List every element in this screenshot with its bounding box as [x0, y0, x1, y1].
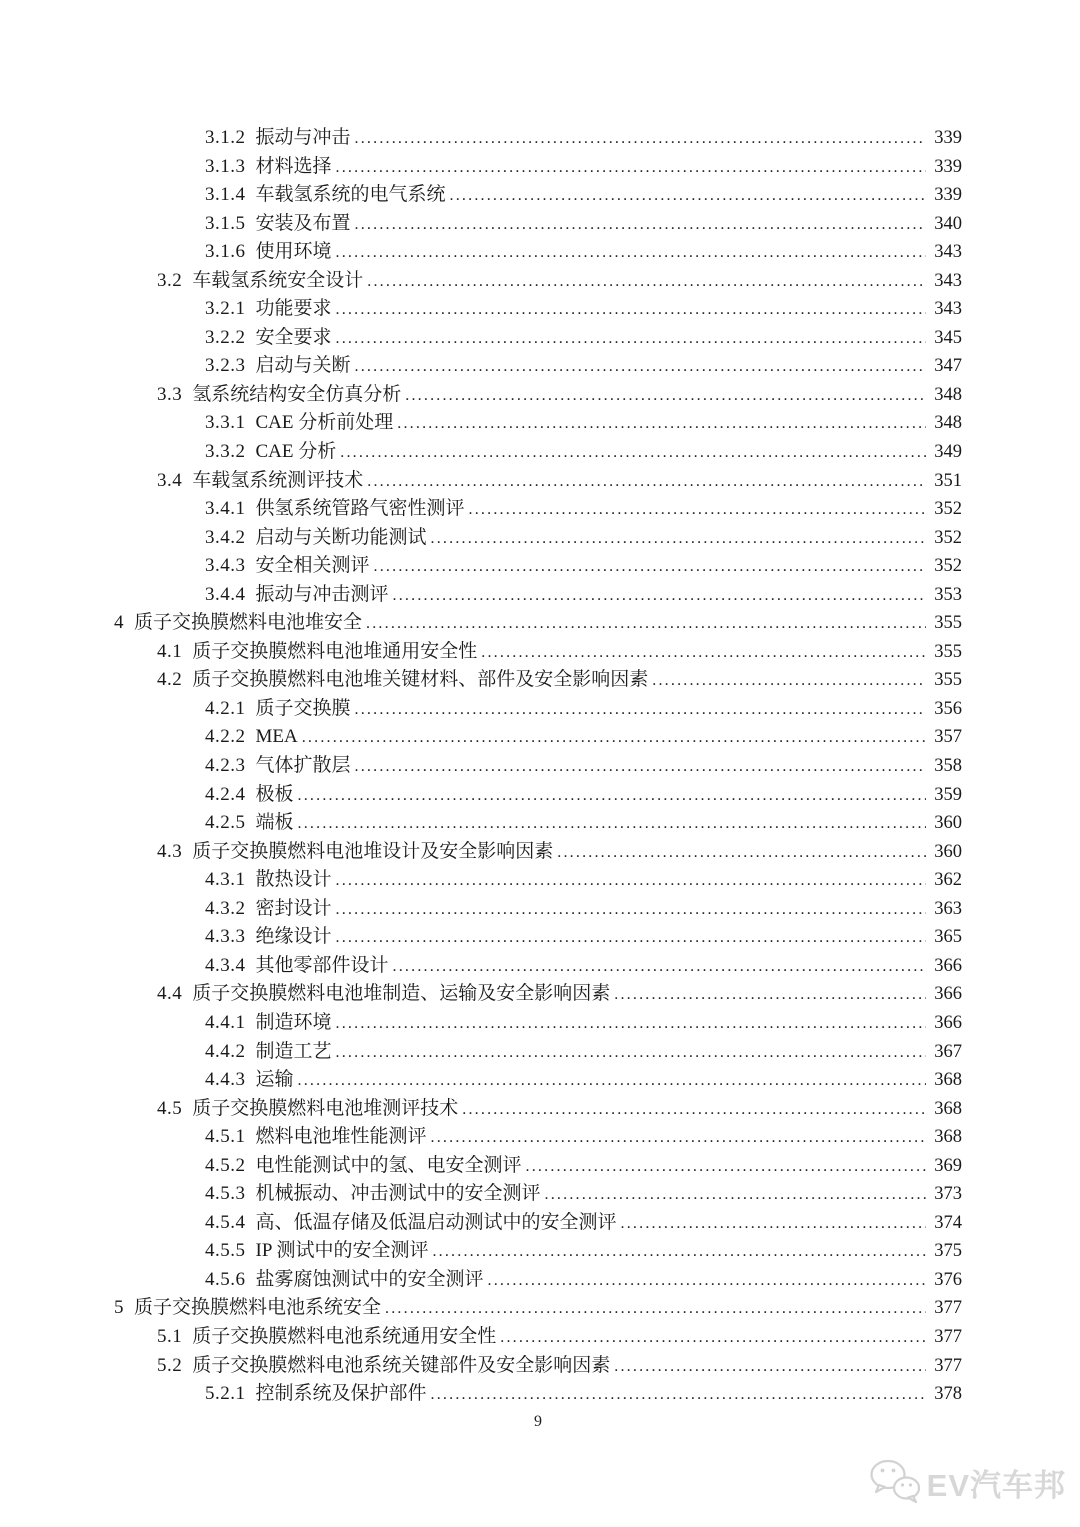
toc-leader-dots	[367, 467, 926, 497]
toc-entry-title: 启动与关断	[255, 355, 351, 377]
toc-entry	[114, 409, 962, 438]
toc-entry	[114, 552, 962, 581]
toc-entry-page: 351	[934, 470, 962, 491]
toc-leader-dots	[355, 124, 926, 154]
toc-entry-page: 367	[934, 1041, 962, 1062]
toc-entry	[114, 1352, 962, 1381]
toc-entry-page: 375	[934, 1241, 962, 1262]
toc-entry-title: MEA	[255, 726, 298, 748]
toc-leader-dots	[432, 1237, 926, 1267]
toc-entry	[114, 467, 962, 496]
toc-entry-number: 4.2.5	[205, 812, 246, 834]
toc-entry	[114, 838, 962, 867]
toc-entry-page: 353	[934, 584, 962, 605]
toc-entry	[114, 324, 962, 353]
toc-entry	[114, 895, 962, 924]
toc-entry-page: 365	[934, 927, 962, 948]
toc-entry	[114, 1123, 962, 1152]
toc-entry-title: 燃料电池堆性能测评	[255, 1126, 427, 1148]
toc-entry	[114, 1380, 962, 1409]
toc-entry-title: 机械振动、冲击测试中的安全测评	[255, 1183, 541, 1205]
toc-entry-number: 4.3.1	[205, 869, 246, 891]
toc-leader-dots	[336, 238, 926, 268]
toc-entry-number: 4.3.4	[205, 954, 246, 976]
toc-entry-page: 356	[934, 698, 962, 719]
toc-entry-page: 377	[934, 1355, 962, 1376]
toc-entry-number: 3.2	[157, 269, 183, 291]
toc-entry-number: 5	[114, 1297, 124, 1319]
wechat-icon	[869, 1459, 921, 1505]
toc-entry-number: 4.5.1	[205, 1126, 246, 1148]
toc-leader-dots	[340, 438, 926, 468]
toc-leader-dots	[431, 1123, 926, 1153]
toc-entry	[114, 980, 962, 1009]
toc-entry-title: 质子交换膜燃料电池堆安全	[134, 612, 363, 634]
toc-entry-title: 质子交换膜燃料电池堆设计及安全影响因素	[192, 840, 554, 862]
toc-entry-page: 352	[934, 499, 962, 520]
toc-leader-dots	[393, 581, 926, 611]
toc-entry-page: 340	[934, 213, 962, 234]
toc-entry-page: 366	[934, 1012, 962, 1033]
toc-entry-number: 4.1	[157, 640, 183, 662]
toc-entry	[114, 952, 962, 981]
toc-entry	[114, 1066, 962, 1095]
toc-entry-page: 339	[934, 128, 962, 148]
toc-entry-page: 377	[934, 1326, 962, 1347]
toc-entry-title: 端板	[255, 812, 294, 834]
toc-entry	[114, 781, 962, 810]
toc-entry-title: 盐雾腐蚀测试中的安全测评	[255, 1268, 484, 1290]
toc-entry	[114, 1009, 962, 1038]
toc-entry-title: IP 测试中的安全测评	[255, 1240, 429, 1262]
toc-entry-number: 4.5.4	[205, 1211, 246, 1233]
toc-leader-dots	[336, 324, 926, 354]
toc-leader-dots	[462, 1095, 926, 1125]
toc-entry-number: 3.4.1	[205, 498, 246, 520]
toc-entry-page: 378	[934, 1384, 962, 1405]
toc-entry-title: 制造工艺	[255, 1040, 332, 1062]
toc-entry-number: 4.3	[157, 840, 183, 862]
toc-entry	[114, 295, 962, 324]
toc-leader-dots	[431, 1380, 926, 1410]
toc-entry-title: 质子交换膜燃料电池堆通用安全性	[192, 640, 478, 662]
toc-entry	[114, 181, 962, 210]
toc-entry	[114, 1180, 962, 1209]
toc-entry-page: 358	[934, 756, 962, 777]
toc-list	[114, 124, 962, 1409]
watermark-text: EV汽车邦	[926, 1467, 1066, 1503]
toc-entry-page: 368	[934, 1127, 962, 1148]
toc-leader-dots	[336, 895, 926, 925]
toc-leader-dots	[298, 1066, 926, 1096]
toc-leader-dots	[614, 980, 926, 1010]
toc-entry-number: 3.1.5	[205, 212, 246, 234]
toc-entry-title: 车载氢系统测评技术	[192, 469, 364, 491]
toc-entry	[114, 638, 962, 667]
toc-entry-number: 4.2.2	[205, 726, 246, 748]
toc-entry	[114, 267, 962, 296]
toc-entry-title: 运输	[255, 1069, 294, 1091]
toc-entry-page: 352	[934, 527, 962, 548]
toc-entry	[114, 1038, 962, 1067]
toc-entry	[114, 609, 962, 638]
toc-entry-title: 振动与冲击	[255, 127, 351, 148]
toc-entry-number: 4.3.3	[205, 926, 246, 948]
toc-entry-number: 3.4.2	[205, 526, 246, 548]
toc-entry	[114, 210, 962, 239]
toc-leader-dots	[355, 752, 926, 782]
toc-entry-number: 3.4.3	[205, 555, 246, 577]
toc-leader-dots	[366, 609, 926, 639]
toc-entry	[114, 438, 962, 467]
toc-leader-dots	[336, 923, 926, 953]
toc-entry-number: 3.1.3	[205, 155, 246, 177]
toc-entry-number: 5.2	[157, 1354, 183, 1376]
toc-entry-number: 4.4.2	[205, 1040, 246, 1062]
toc-entry-title: 质子交换膜燃料电池堆测评技术	[192, 1097, 459, 1119]
toc-entry	[114, 666, 962, 695]
toc-entry-title: 振动与冲击测评	[255, 583, 389, 605]
toc-entry	[114, 381, 962, 410]
toc-entry-title: 质子交换膜燃料电池堆制造、运输及安全影响因素	[192, 983, 611, 1005]
toc-entry	[114, 581, 962, 610]
toc-entry-title: CAE 分析前处理	[255, 412, 394, 434]
toc-entry-page: 369	[934, 1155, 962, 1176]
toc-entry	[114, 809, 962, 838]
toc-entry-title: 功能要求	[255, 298, 332, 320]
toc-entry-title: 供氢系统管路气密性测评	[255, 498, 465, 520]
toc-entry-title: 控制系统及保护部件	[255, 1383, 427, 1405]
toc-leader-dots	[355, 210, 926, 240]
toc-entry-title: 安全相关测评	[255, 555, 370, 577]
toc-entry-title: 氢系统结构安全仿真分析	[192, 383, 402, 405]
toc-entry-title: 质子交换膜燃料电池系统安全	[134, 1297, 382, 1319]
toc-entry-page: 360	[934, 813, 962, 834]
toc-entry-number: 4.5.3	[205, 1183, 246, 1205]
toc-entry-page: 355	[934, 613, 962, 634]
toc-entry-number: 4.5.2	[205, 1154, 246, 1176]
toc-entry	[114, 238, 962, 267]
toc-entry-title: 车载氢系统的电气系统	[255, 184, 446, 206]
toc-leader-dots	[385, 1294, 926, 1324]
toc-entry	[114, 866, 962, 895]
toc-entry-number: 4.5.6	[205, 1268, 246, 1290]
toc-leader-dots	[481, 638, 926, 668]
toc-leader-dots	[374, 552, 926, 582]
toc-entry-page: 343	[934, 242, 962, 263]
page-number: 9	[534, 1413, 542, 1430]
toc-entry-page: 366	[934, 955, 962, 976]
toc-leader-dots	[302, 723, 926, 753]
toc-entry	[114, 695, 962, 724]
toc-entry	[114, 1266, 962, 1295]
toc-entry-number: 4.4.1	[205, 1011, 246, 1033]
toc-entry-title: 质子交换膜燃料电池系统关键部件及安全影响因素	[192, 1354, 611, 1376]
toc-entry-title: 启动与关断功能测试	[255, 526, 427, 548]
toc-entry-page: 355	[934, 670, 962, 691]
toc-leader-dots	[545, 1180, 926, 1210]
toc-entry-title: 密封设计	[255, 897, 332, 919]
toc-leader-dots	[336, 1038, 926, 1068]
toc-entry-number: 3.2.2	[205, 326, 246, 348]
toc-entry-number: 4.2.4	[205, 783, 246, 805]
toc-entry-number: 4	[114, 612, 124, 634]
toc-entry-title: 散热设计	[255, 869, 332, 891]
toc-entry	[114, 124, 962, 153]
toc-entry-page: 363	[934, 898, 962, 919]
toc-leader-dots	[405, 381, 926, 411]
toc-leader-dots	[500, 1323, 926, 1353]
toc-entry-number: 4.2.1	[205, 697, 246, 719]
toc-entry-number: 5.2.1	[205, 1383, 246, 1405]
toc-leader-dots	[526, 1152, 926, 1182]
toc-entry-page: 357	[934, 727, 962, 748]
toc-entry-page: 352	[934, 556, 962, 577]
toc-entry-number: 3.3.1	[205, 412, 246, 434]
toc-entry	[114, 1095, 962, 1124]
toc-entry	[114, 153, 962, 182]
toc-entry-number: 3.4	[157, 469, 183, 491]
toc-entry	[114, 752, 962, 781]
toc-entry-number: 3.2.1	[205, 298, 246, 320]
toc-entry-number: 3.1.4	[205, 184, 246, 206]
toc-entry	[114, 524, 962, 553]
toc-entry-number: 3.1.6	[205, 241, 246, 263]
toc-entry-number: 4.5	[157, 1097, 183, 1119]
toc-leader-dots	[397, 409, 926, 439]
toc-entry-title: 质子交换膜燃料电池堆关键材料、部件及安全影响因素	[192, 669, 649, 691]
toc-entry-title: 安装及布置	[255, 212, 351, 234]
toc-leader-dots	[355, 695, 926, 725]
toc-entry	[114, 1237, 962, 1266]
toc-entry-number: 4.2	[157, 669, 183, 691]
toc-entry-page: 359	[934, 784, 962, 805]
toc-entry-title: 安全要求	[255, 326, 332, 348]
toc-entry-page: 362	[934, 870, 962, 891]
toc-leader-dots	[652, 666, 926, 696]
toc-entry-page: 373	[934, 1184, 962, 1205]
toc-entry-title: 材料选择	[255, 155, 332, 177]
toc-entry-title: CAE 分析	[255, 441, 337, 463]
toc-leader-dots	[298, 781, 926, 811]
toc-leader-dots	[450, 181, 926, 211]
toc-entry-number: 3.3	[157, 383, 183, 405]
toc-entry-title: 气体扩散层	[255, 755, 351, 777]
toc-entry-title: 质子交换膜	[255, 697, 351, 719]
toc-leader-dots	[431, 524, 926, 554]
toc-entry-page: 374	[934, 1212, 962, 1233]
toc-entry-page: 377	[934, 1298, 962, 1319]
toc-entry	[114, 1323, 962, 1352]
toc-entry	[114, 923, 962, 952]
toc-leader-dots	[336, 866, 926, 896]
toc-entry-page: 366	[934, 984, 962, 1005]
toc-leader-dots	[557, 838, 926, 868]
toc-leader-dots	[336, 1009, 926, 1039]
toc-entry-number: 4.3.2	[205, 897, 246, 919]
toc-entry-page: 349	[934, 442, 962, 463]
toc-entry-page: 347	[934, 356, 962, 377]
toc-entry-number: 4.2.3	[205, 755, 246, 777]
toc-entry-page: 355	[934, 641, 962, 662]
toc-entry-number: 3.3.2	[205, 441, 246, 463]
toc-entry-number: 3.1.2	[205, 127, 246, 148]
toc-entry	[114, 1152, 962, 1181]
toc-entry-page: 343	[934, 270, 962, 291]
toc-leader-dots	[469, 495, 926, 525]
toc-entry-page: 343	[934, 299, 962, 320]
toc-entry-title: 高、低温存储及低温启动测试中的安全测评	[255, 1211, 617, 1233]
toc-entry-title: 绝缘设计	[255, 926, 332, 948]
toc-entry-title: 使用环境	[255, 241, 332, 263]
toc-entry	[114, 1294, 962, 1323]
toc-leader-dots	[336, 295, 926, 325]
toc-leader-dots	[488, 1266, 926, 1296]
toc-entry-page: 360	[934, 841, 962, 862]
toc-leader-dots	[621, 1209, 926, 1239]
toc-entry-page: 348	[934, 413, 962, 434]
toc-leader-dots	[336, 153, 926, 183]
toc-entry-title: 电性能测试中的氢、电安全测评	[255, 1154, 522, 1176]
watermark	[869, 1459, 1066, 1505]
toc-entry-number: 3.4.4	[205, 583, 246, 605]
toc-entry-page: 348	[934, 384, 962, 405]
toc-entry-number: 4.5.5	[205, 1240, 246, 1262]
toc-leader-dots	[367, 267, 926, 297]
toc-leader-dots	[355, 352, 926, 382]
toc-entry	[114, 1209, 962, 1238]
toc-entry-page: 345	[934, 327, 962, 348]
toc-entry-number: 3.2.3	[205, 355, 246, 377]
toc-entry-title: 极板	[255, 783, 294, 805]
toc-entry	[114, 723, 962, 752]
toc-entry-page: 376	[934, 1269, 962, 1290]
toc-leader-dots	[393, 952, 926, 982]
toc-entry-page: 339	[934, 185, 962, 206]
toc-entry-number: 4.4.3	[205, 1069, 246, 1091]
toc-entry-title: 制造环境	[255, 1011, 332, 1033]
toc-entry-title: 车载氢系统安全设计	[192, 269, 364, 291]
toc-entry-title: 质子交换膜燃料电池系统通用安全性	[192, 1325, 497, 1347]
toc-entry-page: 368	[934, 1098, 962, 1119]
toc-leader-dots	[614, 1352, 926, 1382]
toc-leader-dots	[298, 809, 926, 839]
toc-entry-page: 368	[934, 1070, 962, 1091]
toc-entry-number: 4.4	[157, 983, 183, 1005]
toc-entry-title: 其他零部件设计	[255, 954, 389, 976]
toc-entry-page: 339	[934, 156, 962, 177]
toc-entry	[114, 352, 962, 381]
toc-entry	[114, 495, 962, 524]
toc-entry-number: 5.1	[157, 1325, 183, 1347]
